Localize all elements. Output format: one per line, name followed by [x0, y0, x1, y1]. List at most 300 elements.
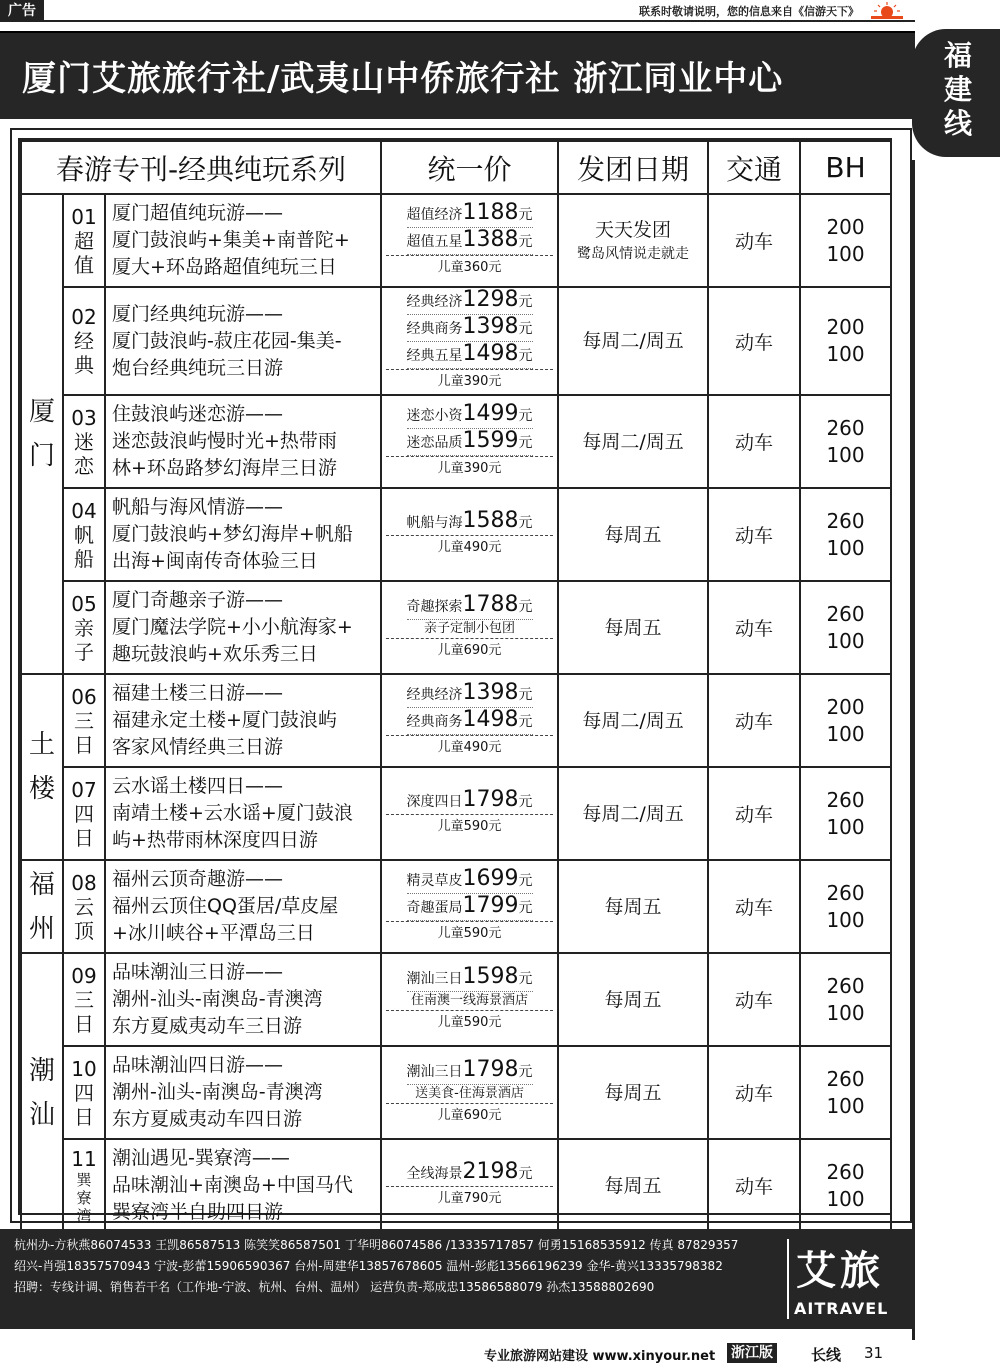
- brand-logo-en: AITRAVEL: [794, 1299, 889, 1318]
- route-description-cell: [105, 1046, 381, 1139]
- route-code-text: 寮: [76, 1188, 92, 1207]
- route-code-cell: [63, 860, 105, 953]
- header-banner: [0, 31, 915, 119]
- route-code-text: 日: [74, 732, 94, 757]
- route-code-cell: [63, 581, 105, 674]
- bh-value: 100: [826, 1000, 865, 1025]
- table-row: [21, 953, 891, 1046]
- price-unit: 元: [518, 408, 533, 424]
- price-label: 迷恋品质: [406, 435, 463, 451]
- route-description-line: 品味潮汕四日游——: [112, 1054, 284, 1076]
- route-code-cell: [63, 488, 105, 581]
- route-description-line: 巽寮湾半自助四日游: [112, 1201, 284, 1223]
- price-label: 经典商务: [406, 714, 463, 730]
- bh-value: 260: [826, 787, 865, 812]
- price-line: [407, 342, 533, 369]
- price-label: 潮汕三日: [406, 970, 463, 987]
- column-header-price: 统一价: [381, 141, 558, 194]
- price-line: [407, 788, 533, 814]
- route-description-line: 品味潮汕三日游——: [112, 961, 284, 983]
- departure-date-cell: [558, 860, 708, 953]
- departure-date-cell: [558, 1046, 708, 1139]
- bh-value: 100: [826, 721, 865, 746]
- child-price: 儿童390元: [437, 461, 502, 476]
- price-cell: [381, 581, 558, 674]
- page-footer: [0, 1342, 1000, 1366]
- price-line: [407, 315, 533, 342]
- bh-value: 260: [826, 415, 865, 440]
- departure-date: 每周二/周五: [582, 802, 684, 825]
- price-cell: [381, 860, 558, 953]
- bh-cell: [800, 581, 891, 674]
- price-line: [407, 1160, 533, 1186]
- route-description-cell: [105, 395, 381, 488]
- child-price: 儿童360元: [437, 260, 502, 275]
- price-value: 1588: [462, 508, 519, 533]
- child-price: 儿童790元: [437, 1191, 502, 1206]
- route-code-cell: [63, 287, 105, 395]
- route-description-line: 潮州-汕头-南澳岛-青澳湾: [112, 988, 323, 1010]
- route-description-line: 客家风情经典三日游: [112, 736, 284, 758]
- price-unit: 元: [518, 794, 533, 810]
- departure-date-cell: [558, 767, 708, 860]
- price-unit: 元: [518, 598, 533, 615]
- route-description-line: 南靖土楼+云水谣+厦门鼓浪: [112, 802, 353, 824]
- departure-date: 每周二/周五: [582, 330, 684, 352]
- traffic-cell: 动车: [708, 953, 800, 1046]
- price-label: 经典经济: [406, 294, 463, 310]
- table-row: [21, 860, 891, 953]
- departure-date-cell: [558, 581, 708, 674]
- price-value: 1699: [462, 866, 519, 891]
- column-header-bh: BH: [800, 141, 891, 194]
- price-list: [386, 681, 553, 736]
- price-cell: [381, 488, 558, 581]
- departure-date: 每周五: [604, 616, 662, 639]
- route-code-text: 08: [71, 870, 97, 895]
- price-value: 1799: [462, 893, 519, 918]
- route-description-line: 福州云顶住QQ蛋居/草皮屋: [112, 895, 339, 917]
- price-line: [407, 681, 533, 708]
- route-description-line: 住鼓浪屿迷恋游——: [112, 403, 284, 425]
- price-line: [407, 867, 533, 894]
- price-line: [407, 593, 533, 620]
- page-number: 31: [864, 1344, 884, 1362]
- bh-cell: [800, 488, 891, 581]
- route-description-line: 厦门鼓浪屿+梦幻海岸+帆船: [112, 523, 353, 545]
- table-header-row: [21, 141, 891, 194]
- route-code-text: 船: [74, 546, 94, 571]
- route-code-text: 11: [71, 1146, 97, 1171]
- route-code-text: 三: [74, 987, 94, 1012]
- traffic-cell: 动车: [708, 767, 800, 860]
- price-value: 1398: [462, 680, 519, 705]
- price-unit: 元: [518, 970, 533, 987]
- route-code-text: 湾: [76, 1206, 92, 1225]
- route-description-line: 东方夏威夷动车四日游: [112, 1108, 303, 1130]
- contact-lines: [14, 1235, 784, 1298]
- traffic-cell: 动车: [708, 581, 800, 674]
- route-description-line: 潮州-汕头-南澳岛-青澳湾: [112, 1081, 323, 1103]
- edition-badge: 浙江版: [727, 1343, 777, 1363]
- route-code-cell: [63, 953, 105, 1046]
- departure-date-cell: [558, 1139, 708, 1232]
- price-list: [386, 965, 553, 1011]
- price-cell: [381, 395, 558, 488]
- child-price: 儿童590元: [437, 819, 502, 834]
- price-unit: 元: [518, 515, 533, 531]
- traffic-cell: 动车: [708, 860, 800, 953]
- bh-value: 260: [826, 1066, 865, 1091]
- traffic-cell: 动车: [708, 194, 800, 287]
- region-cell: [21, 953, 63, 1232]
- traffic-cell: 动车: [708, 488, 800, 581]
- price-unit: 元: [518, 1063, 533, 1080]
- route-code-text: 云: [74, 894, 94, 919]
- price-list: [386, 867, 553, 922]
- bh-value: 200: [826, 315, 865, 339]
- price-unit: 元: [518, 207, 533, 223]
- section-label: 长线: [811, 1346, 842, 1364]
- child-price: 儿童690元: [437, 1107, 502, 1123]
- price-unit: 元: [518, 348, 533, 364]
- route-description-line: 厦门鼓浪屿+集美+南普陀+: [112, 229, 350, 251]
- departure-date-cell: [558, 194, 708, 287]
- route-code-text: 值: [74, 252, 94, 277]
- price-line: [407, 894, 533, 921]
- route-code-text: 子: [74, 639, 94, 664]
- price-unit: 元: [518, 900, 533, 916]
- price-value: 1499: [462, 401, 519, 426]
- route-code-text: 顶: [74, 918, 94, 943]
- price-value: 1598: [462, 963, 519, 989]
- route-description-cell: [105, 1139, 381, 1232]
- price-cell: [381, 1046, 558, 1139]
- route-description-line: 林+环岛路梦幻海岸三日游: [112, 457, 337, 479]
- bh-cell: [800, 767, 891, 860]
- table-row: [21, 488, 891, 581]
- region-cell: [21, 674, 63, 860]
- bh-value: 100: [826, 442, 865, 467]
- route-description-line: 炮台经典纯玩三日游: [112, 356, 284, 379]
- price-label: 迷恋小资: [406, 408, 463, 424]
- price-list: [386, 593, 553, 639]
- price-unit: 元: [518, 1166, 533, 1182]
- route-description-line: 厦门经典纯玩游——: [112, 302, 284, 325]
- route-description-line: 云水谣土楼四日——: [112, 775, 284, 797]
- bh-value: 100: [826, 535, 865, 560]
- child-price: 儿童390元: [437, 374, 502, 389]
- price-value: 1788: [462, 591, 519, 617]
- price-line: [407, 708, 533, 735]
- route-code-cell: [63, 194, 105, 287]
- route-description-line: 厦门奇趣亲子游——: [112, 589, 284, 611]
- bh-value: 260: [826, 973, 865, 998]
- route-code-cell: [63, 767, 105, 860]
- bh-value: 260: [826, 880, 865, 905]
- price-unit: 元: [518, 234, 533, 250]
- child-price: 儿童490元: [437, 740, 502, 755]
- price-label: 超值五星: [406, 234, 463, 250]
- website-credit: 专业旅游网站建设 www.xinyour.net: [484, 1349, 716, 1364]
- price-unit: 元: [518, 294, 533, 310]
- price-line: [407, 965, 533, 992]
- brand-logo-text: 艾旅: [796, 1248, 884, 1294]
- route-description-cell: [105, 287, 381, 395]
- price-value: 2198: [462, 1159, 519, 1184]
- route-description-line: 福建土楼三日游——: [112, 682, 284, 704]
- price-line: [407, 402, 533, 429]
- route-description-line: 厦大+环岛路超值纯玩三日: [112, 256, 337, 278]
- child-price: 儿童690元: [437, 642, 502, 658]
- route-description-line: 福建永定土楼+厦门鼓浪屿: [112, 709, 337, 731]
- route-code-text: 四: [74, 1080, 94, 1105]
- table-row: [21, 287, 891, 395]
- departure-date: 每周五: [604, 1081, 662, 1104]
- price-label: 精灵草皮: [406, 873, 463, 889]
- route-description-cell: [105, 488, 381, 581]
- departure-date-cell: [558, 674, 708, 767]
- price-list: [386, 402, 553, 457]
- publication-logo-icon: [867, 1, 907, 20]
- price-value: 1388: [462, 227, 519, 252]
- bh-value: 100: [826, 628, 865, 653]
- route-code-text: 日: [74, 825, 94, 850]
- route-code-text: 06: [71, 684, 97, 709]
- route-description-cell: [105, 581, 381, 674]
- traffic-cell: 动车: [708, 287, 800, 395]
- bh-value: 100: [826, 1186, 865, 1211]
- price-line: [407, 288, 533, 315]
- route-description-line: 出海+闽南传奇体验三日: [112, 550, 318, 572]
- route-code-text: 巽: [76, 1170, 92, 1189]
- bh-cell: [800, 953, 891, 1046]
- route-code-text: 01: [71, 204, 97, 229]
- price-value: 1798: [462, 787, 519, 812]
- page-title: 厦门艾旅旅行社/武夷山中侨旅行社 浙江同业中心: [22, 59, 784, 99]
- price-label: 深度四日: [406, 794, 463, 810]
- departure-date-cell: [558, 953, 708, 1046]
- route-code-text: 日: [74, 1104, 94, 1129]
- price-line: [407, 429, 533, 456]
- contact-footer: [0, 1229, 915, 1329]
- region-char: 楼: [28, 774, 55, 804]
- departure-date-cell: [558, 488, 708, 581]
- price-note: 亲子定制小包团: [424, 620, 516, 636]
- child-price: 儿童590元: [437, 1014, 502, 1030]
- column-header-series: 春游专刊-经典纯玩系列: [21, 141, 381, 194]
- departure-date-cell: [558, 287, 708, 395]
- region-char: 厦: [28, 397, 55, 427]
- price-label: 经典商务: [406, 321, 463, 337]
- route-description-cell: [105, 953, 381, 1046]
- route-code-text: 10: [71, 1056, 97, 1081]
- category-tab: [912, 29, 1000, 157]
- route-description-line: 厦门鼓浪屿-菽庄花园-集美-: [112, 329, 342, 352]
- route-code-text: 四: [74, 801, 94, 826]
- price-unit: 元: [518, 321, 533, 337]
- bh-value: 260: [826, 1159, 865, 1184]
- region-char: 潮: [28, 1055, 55, 1086]
- price-unit: 元: [518, 687, 533, 703]
- departure-date: 每周二/周五: [582, 430, 684, 453]
- route-code-cell: [63, 674, 105, 767]
- route-description-line: 潮汕遇见-巽寮湾——: [112, 1147, 290, 1169]
- departure-note: 鹭岛风情说走就走: [577, 245, 690, 262]
- price-value: 1599: [462, 428, 519, 453]
- table-row: [21, 674, 891, 767]
- category-tab-label: 福 建 线: [943, 39, 972, 140]
- route-description-line: 屿+热带雨林深度四日游: [112, 829, 318, 851]
- price-cell: [381, 287, 558, 395]
- price-list: [386, 288, 553, 370]
- route-code-text: 02: [71, 305, 97, 329]
- traffic-cell: 动车: [708, 1046, 800, 1139]
- route-description-line: 厦门魔法学院+小小航海家+: [112, 616, 353, 638]
- route-description-cell: [105, 860, 381, 953]
- region-cell: [21, 194, 63, 674]
- region-char: 州: [28, 913, 55, 944]
- column-header-date: 发团日期: [558, 141, 708, 194]
- column-header-traffic: 交通: [708, 141, 800, 194]
- price-cell: [381, 953, 558, 1046]
- price-cell: [381, 1139, 558, 1232]
- bh-cell: [800, 860, 891, 953]
- route-code-cell: [63, 395, 105, 488]
- route-code-text: 09: [71, 963, 97, 988]
- departure-date: 每周二/周五: [582, 709, 684, 732]
- source-notice: 联系时敬请说明，您的信息来自《信游天下》: [639, 5, 859, 18]
- route-description-line: 趣玩鼓浪屿+欢乐秀三日: [112, 643, 318, 665]
- contact-line: 杭州办-方秋燕86074533 王凯86587513 陈笑笑86587501 丁华明86074586 /13335717857 何勇15168535912 传真 87829357: [14, 1238, 739, 1252]
- bh-cell: [800, 194, 891, 287]
- bh-value: 100: [826, 342, 865, 366]
- price-label: 潮汕三日: [406, 1063, 463, 1080]
- traffic-cell: 动车: [708, 674, 800, 767]
- price-note: 送美食-住海景酒店: [415, 1085, 524, 1101]
- top-bar: [0, 0, 915, 22]
- route-code-text: 恋: [74, 453, 94, 478]
- region-char: 土: [28, 730, 55, 760]
- route-code-text: 07: [71, 777, 97, 802]
- price-line: [407, 201, 533, 228]
- route-description-line: 东方夏威夷动车三日游: [112, 1015, 303, 1037]
- departure-date: 天天发团: [595, 218, 672, 241]
- bh-value: 100: [826, 241, 865, 266]
- route-description-line: 厦门超值纯玩游——: [112, 202, 284, 224]
- bh-cell: [800, 1139, 891, 1232]
- route-code-text: 03: [71, 405, 97, 430]
- route-code-text: 帆: [74, 522, 94, 547]
- price-list: [386, 788, 553, 815]
- side-rule: [912, 160, 915, 1340]
- price-label: 奇趣蛋局: [406, 900, 463, 916]
- route-description-line: 迷恋鼓浪屿慢时光+热带雨: [112, 430, 337, 452]
- price-list: [386, 1058, 553, 1104]
- bh-cell: [800, 1046, 891, 1139]
- bh-cell: [800, 395, 891, 488]
- ad-tag: 广告: [0, 0, 44, 22]
- route-code-text: 04: [71, 498, 97, 523]
- child-price: 儿童590元: [437, 926, 502, 941]
- bh-value: 100: [826, 907, 865, 932]
- route-code-text: 典: [74, 353, 94, 377]
- price-label: 经典经济: [406, 687, 463, 703]
- price-value: 1498: [462, 707, 519, 732]
- route-description-cell: [105, 767, 381, 860]
- region-char: 福: [28, 869, 55, 900]
- price-line: [407, 509, 533, 535]
- bh-value: 200: [826, 214, 865, 239]
- region-char: 汕: [28, 1099, 55, 1130]
- price-line: [407, 228, 533, 255]
- departure-date: 每周五: [604, 895, 662, 918]
- table-row: [21, 395, 891, 488]
- price-value: 1798: [462, 1056, 519, 1082]
- departure-date: 每周五: [604, 988, 662, 1011]
- price-cell: [381, 194, 558, 287]
- price-label: 经典五星: [406, 348, 463, 364]
- bh-value: 100: [826, 1093, 865, 1118]
- price-cell: [381, 674, 558, 767]
- route-description-line: 福州云顶奇趣游——: [112, 868, 284, 890]
- route-description-line: +冰川峡谷+平潭岛三日: [112, 922, 315, 944]
- price-unit: 元: [518, 435, 533, 451]
- brand-divider: [787, 1239, 789, 1319]
- route-description-line: 帆船与海风情游——: [112, 496, 284, 518]
- departure-date-cell: [558, 395, 708, 488]
- route-table: [20, 140, 892, 1233]
- table-row: [21, 1046, 891, 1139]
- route-description-cell: [105, 674, 381, 767]
- price-value: 1398: [462, 314, 519, 339]
- route-code-cell: [63, 1139, 105, 1232]
- price-label: 帆船与海: [406, 515, 463, 531]
- departure-date: 每周五: [604, 1174, 662, 1197]
- route-code-text: 经: [74, 329, 94, 353]
- price-value: 1498: [462, 341, 519, 366]
- bh-value: 100: [826, 814, 865, 839]
- table-row: [21, 581, 891, 674]
- route-code-text: 迷: [74, 429, 94, 454]
- table-row: [21, 194, 891, 287]
- bh-value: 200: [826, 694, 865, 719]
- contact-line: 绍兴-肖强18357570943 宁波-彭蕾15906590367 台州-周建华13857678605 温州-彭彪13566196239 金华-黄兴13335798382: [14, 1259, 723, 1273]
- table-row: [21, 1139, 891, 1232]
- route-description-line: 品味潮汕+南澳岛+中国马代: [112, 1174, 353, 1196]
- route-code-text: 亲: [74, 615, 94, 640]
- bh-value: 260: [826, 601, 865, 626]
- bh-cell: [800, 674, 891, 767]
- bh-value: 260: [826, 508, 865, 533]
- contact-line: 招聘：专线计调、销售若干名（工作地-宁波、杭州、台州、温州） 运营负责-郑成忠13586588079 孙杰13588802690: [14, 1280, 655, 1294]
- region-cell: [21, 860, 63, 953]
- price-unit: 元: [518, 873, 533, 889]
- region-char: 门: [28, 441, 55, 471]
- table-row: [21, 767, 891, 860]
- price-label: 奇趣探索: [406, 598, 463, 615]
- price-list: [386, 201, 553, 256]
- route-description-cell: [105, 194, 381, 287]
- price-label: 超值经济: [406, 207, 463, 223]
- price-list: [386, 1160, 553, 1187]
- price-list: [386, 509, 553, 536]
- route-code-text: 05: [71, 591, 97, 616]
- price-label: 全线海景: [406, 1166, 463, 1182]
- price-note: 住南澳一线海景酒店: [411, 992, 529, 1008]
- route-code-text: 日: [74, 1011, 94, 1036]
- bh-cell: [800, 287, 891, 395]
